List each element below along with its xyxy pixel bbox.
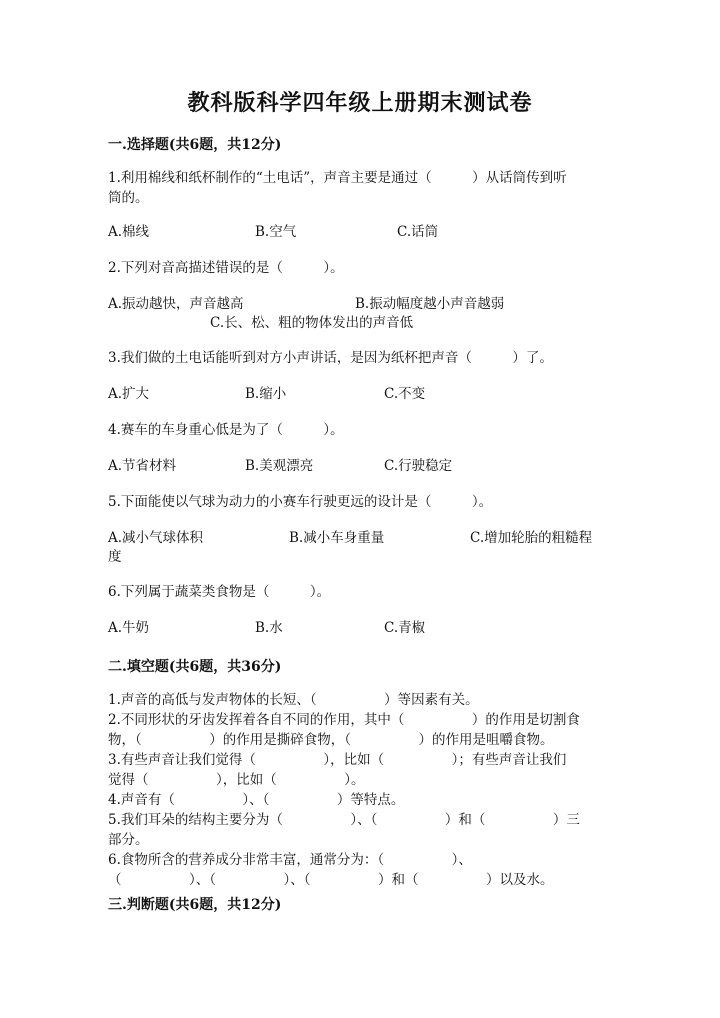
fill-line: 物，（ ）的作用是撕碎食物，（ ）的作用是咀嚼食物。 bbox=[108, 732, 554, 748]
option-c: C.增加轮胎的粗糙程 bbox=[470, 530, 593, 546]
option-b: B.振动幅度越小声音越弱 bbox=[355, 296, 505, 312]
fill-line: 5.我们耳朵的结构主要分为（ ）、（ ）和（ ）三 bbox=[108, 812, 580, 828]
fill-line: 6.食物所含的营养成分非常丰富，通常分为：（ ）、 bbox=[108, 852, 472, 868]
section-heading-fill: 二.填空题(共6题，共36分) bbox=[108, 659, 282, 675]
option-b: B.水 bbox=[255, 620, 283, 636]
option-c-wrap: 度 bbox=[108, 549, 122, 565]
question-3 bbox=[108, 348, 618, 368]
fill-line: 3.有些声音让我们觉得（ ），比如（ ）；有些声音让我们 bbox=[108, 752, 567, 768]
fill-line: （ ）、（ ）、（ ）和（ ）以及水。 bbox=[108, 872, 554, 888]
fill-line: 部分。 bbox=[108, 832, 149, 848]
question-6 bbox=[108, 582, 618, 602]
section-heading-choice: 一.选择题(共6题，共12分) bbox=[108, 137, 282, 153]
option-b: B.空气 bbox=[255, 224, 297, 240]
question-stem: 5.下面能使以气球为动力的小赛车行驶更远的设计是（ ）。 bbox=[108, 494, 493, 510]
option-c: C.行驶稳定 bbox=[384, 458, 453, 474]
option-c: C.话筒 bbox=[397, 224, 439, 240]
question-4 bbox=[108, 420, 618, 440]
fill-line: 2.不同形状的牙齿发挥着各自不同的作用，其中（ ）的作用是切割食 bbox=[108, 712, 580, 728]
option-c: C.不变 bbox=[384, 386, 426, 402]
option-a: A.振动越快，声音越高 bbox=[108, 296, 244, 312]
question-stem: 6.下列属于蔬菜类食物是（ ）。 bbox=[108, 584, 331, 600]
question-stem: 4.赛车的车身重心低是为了（ ）。 bbox=[108, 422, 344, 438]
question-stem: 2.下列对音高描述错误的是（ ）。 bbox=[108, 260, 344, 276]
option-c: C.青椒 bbox=[384, 620, 426, 636]
option-a: A.棉线 bbox=[108, 224, 150, 240]
fill-line: 觉得（ ），比如（ ）。 bbox=[108, 772, 365, 788]
question-1 bbox=[108, 168, 618, 208]
question-5 bbox=[108, 492, 618, 512]
option-b: B.减小车身重量 bbox=[289, 530, 385, 546]
option-b: B.美观漂亮 bbox=[245, 458, 314, 474]
fill-blank-list bbox=[108, 690, 618, 890]
section-heading-judge: 三.判断题(共6题，共12分) bbox=[108, 897, 282, 913]
question-stem: 3.我们做的土电话能听到对方小声讲话，是因为纸杯把声音（ ）了。 bbox=[108, 350, 553, 366]
page-title: 教科版科学四年级上册期末测试卷 bbox=[187, 90, 533, 116]
option-a: A.扩大 bbox=[108, 386, 150, 402]
option-a: A.牛奶 bbox=[108, 620, 150, 636]
question-stem-cont: 筒的。 bbox=[108, 190, 149, 206]
fill-line: 4.声音有（ ）、（ ）等特点。 bbox=[108, 792, 405, 808]
question-2 bbox=[108, 258, 618, 278]
question-stem: 1.利用棉线和纸杯制作的“土电话”，声音主要是通过（ ）从话筒传到听 bbox=[108, 170, 567, 186]
option-a: A.节省材料 bbox=[108, 458, 177, 474]
option-a: A.减小气球体积 bbox=[108, 530, 204, 546]
fill-line: 1.声音的高低与发声物体的长短、（ ）等因素有关。 bbox=[108, 692, 479, 708]
option-c: C.长、松、粗的物体发出的声音低 bbox=[210, 315, 414, 331]
option-b: B.缩小 bbox=[245, 386, 287, 402]
